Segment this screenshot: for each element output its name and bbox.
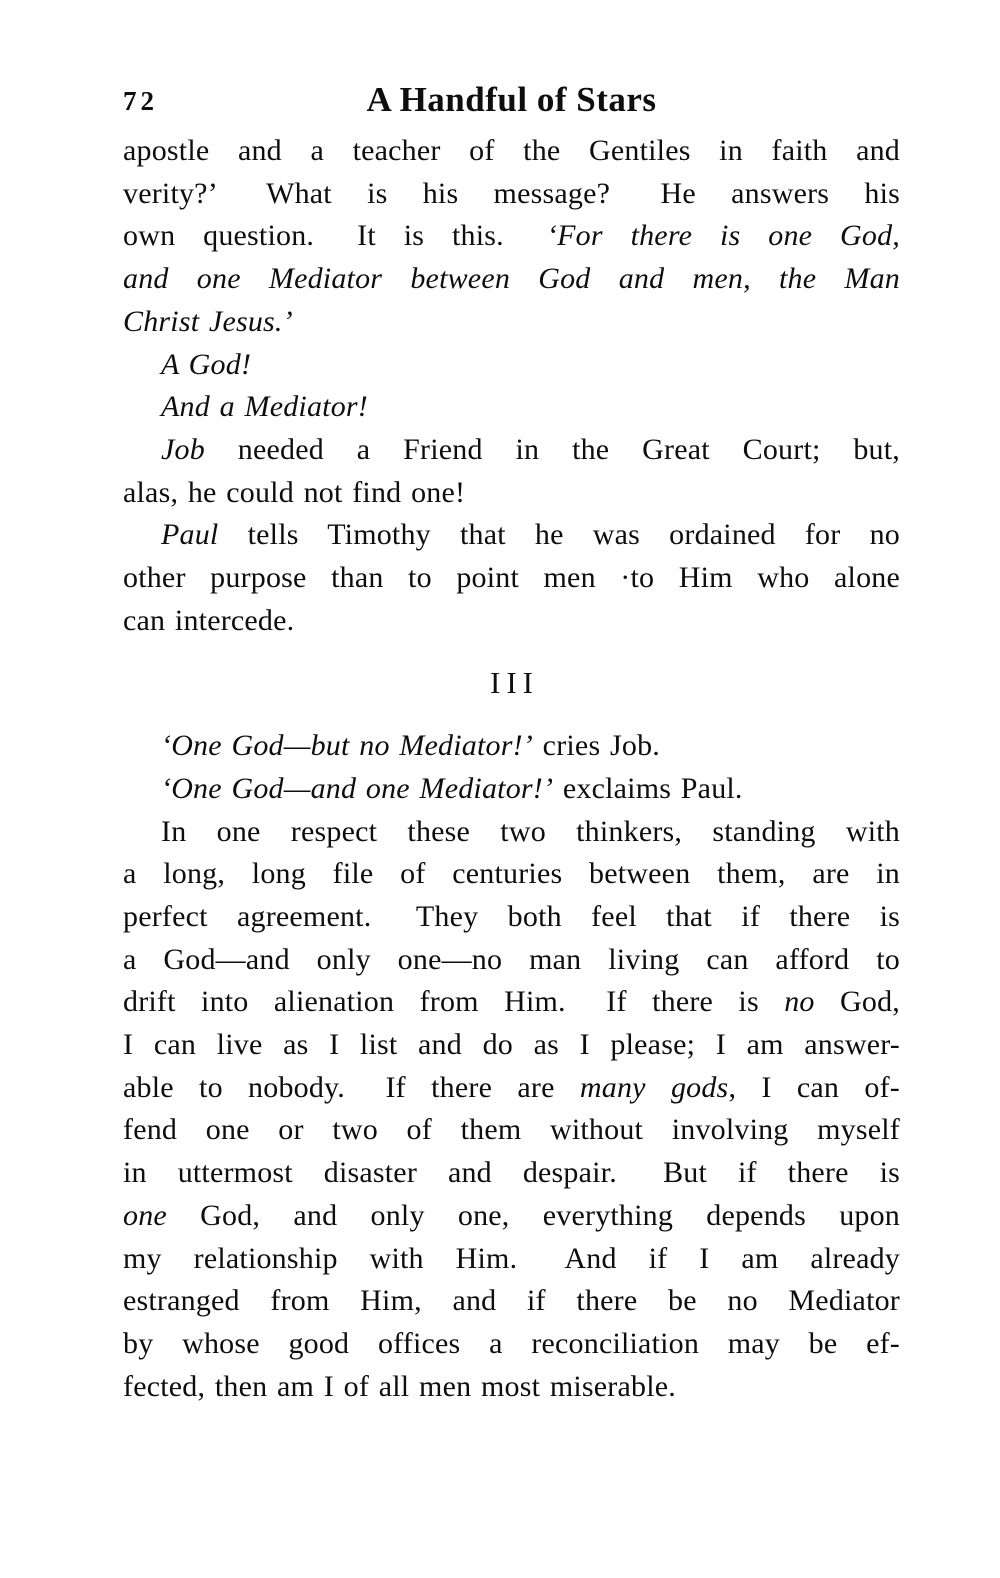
text-run: exclaims Paul.: [553, 771, 743, 805]
paragraph: [123, 429, 900, 514]
text-run: perfect agreement. They both feel that if there is: [123, 899, 900, 933]
text-run: estranged from Him, and if there be no Mediator: [123, 1284, 900, 1318]
text-run: needed a Friend in the Great Court; but,: [204, 432, 900, 466]
text-line: [123, 1152, 900, 1195]
paragraph: [123, 344, 900, 387]
text-run: can intercede.: [123, 603, 295, 637]
text-line: [123, 600, 900, 643]
italic-text-run: many gods: [579, 1070, 729, 1104]
text-line: [123, 386, 900, 429]
text-line: [123, 429, 900, 472]
text-run: tells Timothy that he was ordained for no: [218, 518, 900, 552]
section-heading: III: [490, 665, 539, 701]
text-run: verity?’ What is his message? He answers his: [123, 176, 900, 210]
italic-text-run: and one Mediator between God and men, the Man: [123, 262, 900, 296]
text-line: [123, 981, 900, 1024]
text-run: able to nobody. If there are: [123, 1070, 580, 1104]
text-run: I can live as I list and do as I please; I am answer-: [123, 1028, 900, 1062]
text-run: in uttermost disaster and despair. But if there is: [123, 1156, 900, 1190]
text-run: by whose good offices a reconciliation may be ef-: [123, 1326, 900, 1360]
paragraph: [123, 811, 900, 1409]
text-line: [123, 130, 900, 173]
italic-text-run: no: [784, 985, 815, 1019]
text-run: fend one or two of them without involving myself: [123, 1113, 900, 1147]
paragraph: [123, 725, 900, 768]
page-number: 72: [123, 86, 158, 116]
text-run: a God—and only one—no man living can afford to: [123, 942, 900, 976]
text-line: [123, 258, 900, 301]
text-run: my relationship with Him. And if I am already: [123, 1241, 900, 1275]
text-line: [123, 557, 900, 600]
paragraph: [123, 514, 900, 642]
paragraph: [123, 130, 900, 344]
text-run: cries Job.: [532, 729, 660, 763]
paragraph: [123, 386, 900, 429]
text-run: own question. It is this.: [123, 219, 547, 253]
paragraph: [123, 768, 900, 811]
text-line: [123, 1366, 900, 1409]
text-line: [123, 853, 900, 896]
text-line: [123, 173, 900, 216]
text-line: [123, 1067, 900, 1110]
text-line: [123, 215, 900, 258]
text-line: [123, 301, 900, 344]
italic-text-run: Christ Jesus.’: [123, 304, 293, 338]
text-line: [123, 725, 900, 768]
text-line: [123, 1280, 900, 1323]
text-line: [123, 811, 900, 854]
italic-text-run: A God!: [161, 347, 252, 381]
text-run: apostle and a teacher of the Gentiles in faith and: [123, 134, 900, 167]
text-line: [123, 1195, 900, 1238]
text-line: [123, 939, 900, 982]
italic-text-run: ‘For there is one God,: [546, 219, 900, 253]
italic-text-run: ‘One God—and one Mediator!’: [161, 771, 554, 805]
text-run: fected, then am I of all men most miserable.: [123, 1369, 676, 1403]
text-line: [123, 514, 900, 557]
text-run: God, and only one, everything depends upon: [166, 1198, 900, 1232]
italic-text-run: one: [123, 1198, 167, 1232]
running-title: A Handful of Stars: [366, 80, 657, 119]
text-line: [123, 1109, 900, 1152]
text-line: [123, 1238, 900, 1281]
text-line: [123, 896, 900, 939]
text-run: a long, long file of centuries between them, are in: [123, 857, 900, 891]
text-run: God,: [814, 985, 900, 1019]
text-line: [123, 1024, 900, 1067]
italic-text-run: Job: [161, 432, 205, 466]
page-header: [123, 80, 900, 120]
text-body: [123, 130, 900, 1408]
text-line: [123, 1323, 900, 1366]
italic-text-run: ‘One God—but no Mediator!’: [161, 729, 533, 763]
text-run: alas, he could not find one!: [123, 475, 466, 509]
italic-text-run: Paul: [161, 518, 219, 552]
text-run: drift into alienation from Him. If there is: [123, 985, 785, 1019]
text-line: [123, 344, 900, 387]
italic-text-run: And a Mediator!: [161, 390, 368, 424]
text-line: [123, 768, 900, 811]
text-run: , I can of-: [728, 1070, 900, 1104]
text-run: In one respect these two thinkers, standing with: [161, 814, 900, 848]
text-run: other purpose than to point men ·to Him who alone: [123, 561, 900, 595]
text-line: [123, 472, 900, 515]
